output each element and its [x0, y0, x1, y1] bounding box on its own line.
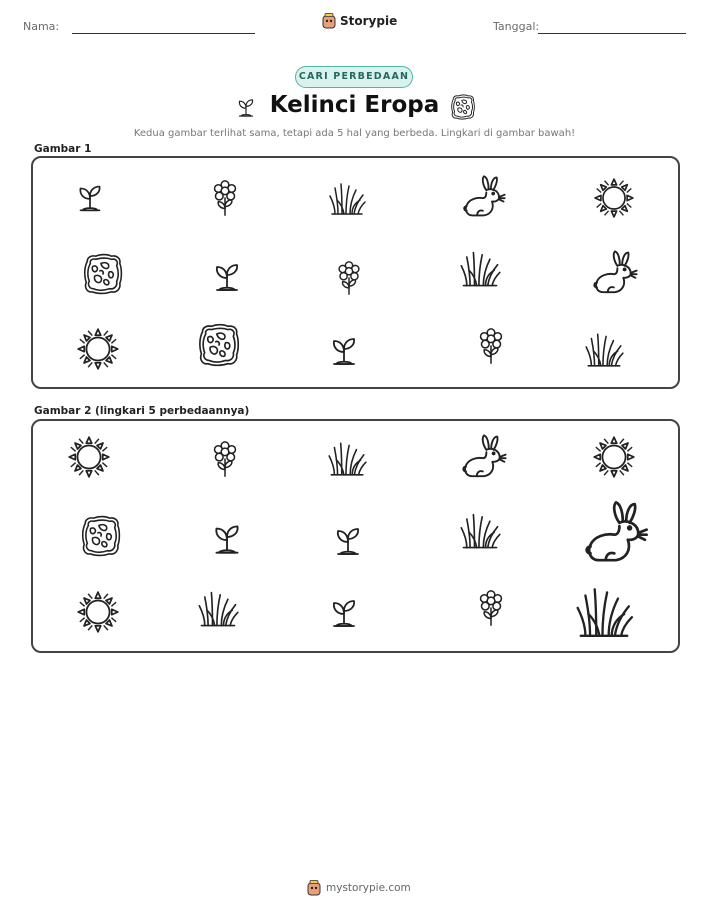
sprout-icon: [324, 329, 364, 371]
flower-icon[interactable]: [472, 582, 510, 634]
name-label: Nama:: [23, 20, 60, 33]
rock-icon: [193, 323, 245, 367]
name-line[interactable]: [72, 33, 255, 34]
rabbit-icon: [591, 249, 639, 297]
sun-icon[interactable]: [75, 590, 121, 634]
sun-icon: [75, 327, 121, 371]
grass-icon: [582, 328, 626, 370]
activity-badge: CARI PERBEDAAN: [295, 66, 413, 88]
sun-icon[interactable]: [66, 435, 112, 479]
sprout-icon[interactable]: [206, 517, 248, 559]
picture1-label: Gambar 1: [34, 143, 92, 155]
brand-name: Storypie: [340, 14, 398, 28]
storypie-mascot-icon: [322, 13, 336, 29]
grass-icon[interactable]: [196, 586, 240, 630]
storypie-mascot-icon: [307, 880, 321, 896]
rock-icon: [449, 94, 477, 120]
sprout-icon: [207, 255, 247, 297]
sprout-icon[interactable]: [328, 519, 368, 561]
footer-url[interactable]: mystorypie.com: [326, 882, 411, 894]
date-label: Tanggal:: [493, 20, 540, 33]
rabbit-icon[interactable]: [460, 433, 508, 481]
instructions: Kedua gambar terlihat sama, tetapi ada 5 hal yang berbeda. Lingkari di gambar bawah!: [133, 128, 576, 139]
grass-icon: [327, 177, 367, 219]
date-line[interactable]: [538, 33, 686, 34]
rabbit-icon: [461, 174, 507, 220]
page-title: Kelinci Eropa: [269, 92, 440, 118]
flower-icon: [206, 173, 244, 223]
grass-icon: [458, 246, 502, 290]
rock-icon[interactable]: [79, 515, 123, 557]
title-row: [0, 92, 709, 126]
sun-icon[interactable]: [592, 435, 636, 479]
sprout-icon: [71, 177, 109, 217]
sprout-icon[interactable]: [324, 591, 364, 633]
picture2-label: Gambar 2 (lingkari 5 perbedaannya): [34, 405, 250, 417]
flower-icon: [472, 320, 510, 372]
flower-icon[interactable]: [206, 433, 244, 485]
sprout-icon: [233, 94, 259, 120]
grass-icon[interactable]: [573, 580, 635, 642]
grass-icon[interactable]: [326, 437, 368, 479]
flower-icon: [331, 252, 367, 304]
rock-icon: [79, 253, 127, 295]
footer: [307, 880, 411, 896]
grass-icon[interactable]: [458, 508, 502, 552]
sun-icon: [592, 177, 636, 219]
rabbit-icon[interactable]: [582, 498, 650, 568]
brand-logo: [322, 13, 397, 29]
